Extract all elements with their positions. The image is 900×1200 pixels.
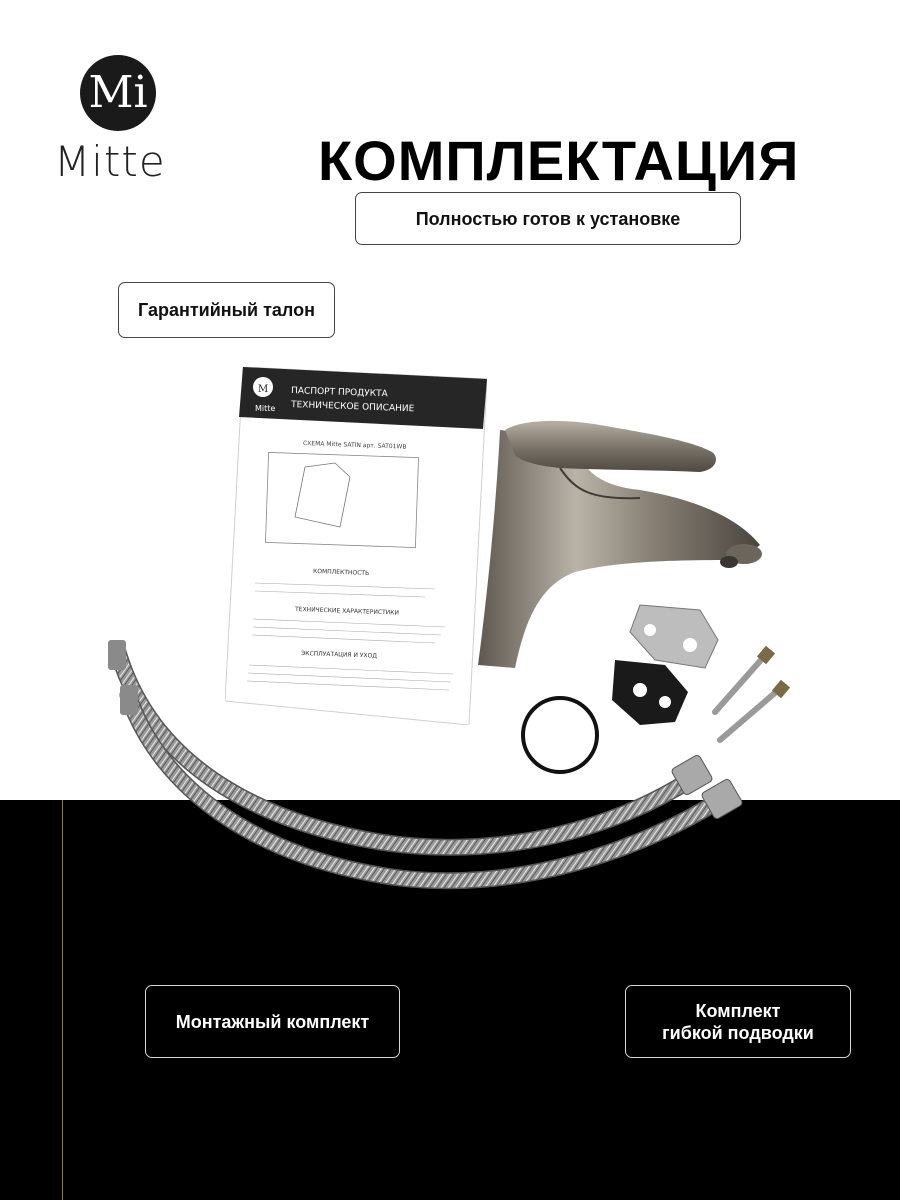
o-ring (523, 698, 597, 772)
mounting-plates (612, 605, 718, 725)
passport-section-1: КОМПЛЕКТНОСТЬ (312, 568, 370, 577)
page-title: КОМПЛЕКТАЦИЯ (318, 129, 800, 192)
passport-heading-2: ТЕХНИЧЕСКОЕ ОПИСАНИЕ (290, 400, 415, 415)
faucet (478, 421, 762, 668)
logo-mark: Mi (88, 67, 148, 118)
passport-section-3: ЭКСПЛУАТАЦИЯ И УХОД (300, 650, 378, 660)
passport-brand: Mitte (255, 404, 276, 413)
label-mounting-kit: Монтажный комплект (145, 985, 400, 1058)
passport-sheet (225, 367, 487, 725)
passport-scheme-title: СХЕМА Mitte SATIN арт. SAT01WB (302, 440, 407, 451)
label-ready-to-install: Полностью готов к установке (355, 192, 741, 245)
passport-heading-1: ПАСПОРТ ПРОДУКТА (290, 386, 388, 400)
passport-section-2: ТЕХНИЧЕСКИЕ ХАРАКТЕРИСТИКИ (294, 606, 400, 617)
brand-logo (50, 55, 190, 195)
label-warranty-card: Гарантийный талон (118, 282, 335, 338)
logo-circle (80, 55, 156, 131)
label-flexible-hose-kit: Комплект гибкой подводки (625, 985, 851, 1058)
svg-text:M: M (258, 384, 269, 395)
threaded-studs (715, 646, 790, 740)
logo-wordmark: Mitte (54, 137, 166, 186)
product-passport-document (225, 367, 487, 725)
